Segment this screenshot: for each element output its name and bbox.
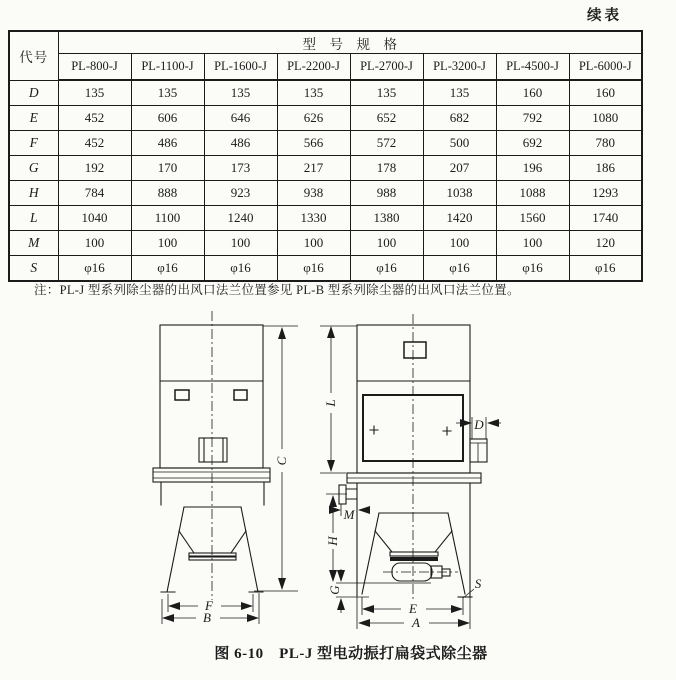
table-cell: 938 xyxy=(277,181,350,206)
table-cell: 486 xyxy=(204,131,277,156)
table-cell: 1080 xyxy=(569,106,642,131)
side-top-box xyxy=(404,342,426,358)
dim-label-C: C xyxy=(274,456,289,466)
table-cell: 682 xyxy=(423,106,496,131)
column-header: PL-800-J xyxy=(58,54,131,81)
table-cell: 135 xyxy=(277,80,350,106)
table-cell: 160 xyxy=(569,80,642,106)
table-cell: 652 xyxy=(350,106,423,131)
side-hopper xyxy=(375,531,452,552)
bolt-cross-marks xyxy=(370,426,451,435)
corner-header: 代号 xyxy=(9,31,58,80)
group-header: 型 号 规 格 xyxy=(58,31,642,54)
table-footnote: 注：PL-J 型系列除尘器的出风口法兰位置参见 PL-B 型系列除尘器的出风口法兰位置。 xyxy=(34,283,520,297)
table-cell: 100 xyxy=(58,231,131,256)
dim-label-L: L xyxy=(323,399,338,407)
column-header: PL-4500-J xyxy=(496,54,569,81)
inlet-nozzle xyxy=(339,485,346,504)
table-cell: 692 xyxy=(496,131,569,156)
table-cell: 572 xyxy=(350,131,423,156)
front-hopper xyxy=(179,531,246,553)
table-cell: 784 xyxy=(58,181,131,206)
outlet-stub xyxy=(470,439,487,462)
table-header-group-row xyxy=(9,31,642,54)
table-cell: 100 xyxy=(496,231,569,256)
table-cell: 217 xyxy=(277,156,350,181)
table-cell: φ16 xyxy=(350,256,423,282)
table-cell: 566 xyxy=(277,131,350,156)
figure-caption: 图 6-10 PL-J 型电动振打扁袋式除尘器 xyxy=(214,646,488,662)
table-cell: 1040 xyxy=(58,206,131,231)
row-code: E xyxy=(9,106,58,131)
table-row xyxy=(9,181,642,206)
table-row xyxy=(9,256,642,282)
table-cell: 135 xyxy=(204,80,277,106)
table-cell: 192 xyxy=(58,156,131,181)
table-cell: 100 xyxy=(131,231,204,256)
table-cell: 160 xyxy=(496,80,569,106)
table-cell: 100 xyxy=(277,231,350,256)
row-code: M xyxy=(9,231,58,256)
table-cell: 100 xyxy=(204,231,277,256)
table-cell: φ16 xyxy=(496,256,569,282)
row-code: S xyxy=(9,256,58,282)
table-cell: 196 xyxy=(496,156,569,181)
dim-label-H: H xyxy=(325,536,340,546)
table-cell: 923 xyxy=(204,181,277,206)
table-cell: 1560 xyxy=(496,206,569,231)
table-cell: φ16 xyxy=(58,256,131,282)
vibrator-motor xyxy=(383,563,458,581)
column-header: PL-3200-J xyxy=(423,54,496,81)
table-row xyxy=(9,231,642,256)
table-header-model-row xyxy=(9,54,642,81)
continued-table-label: 续表 xyxy=(587,8,622,24)
table-row xyxy=(9,106,642,131)
table-cell: 173 xyxy=(204,156,277,181)
column-header: PL-1100-J xyxy=(131,54,204,81)
table-cell: 1740 xyxy=(569,206,642,231)
dim-label-D: D xyxy=(474,417,484,432)
table-cell: 178 xyxy=(350,156,423,181)
table-cell: 135 xyxy=(58,80,131,106)
row-code: F xyxy=(9,131,58,156)
table-cell: 207 xyxy=(423,156,496,181)
spec-table xyxy=(8,30,643,282)
table-cell: 988 xyxy=(350,181,423,206)
dim-label-S: S xyxy=(474,576,482,591)
column-header: PL-1600-J xyxy=(204,54,277,81)
table-cell: 186 xyxy=(569,156,642,181)
table-cell: φ16 xyxy=(423,256,496,282)
table-cell: 1088 xyxy=(496,181,569,206)
table-cell: 170 xyxy=(131,156,204,181)
table-cell: φ16 xyxy=(277,256,350,282)
table-cell: 1293 xyxy=(569,181,642,206)
dim-label-E: E xyxy=(409,601,417,616)
table-cell: 452 xyxy=(58,131,131,156)
column-header: PL-2700-J xyxy=(350,54,423,81)
row-code: D xyxy=(9,80,58,106)
table-cell: 606 xyxy=(131,106,204,131)
table-cell: 1100 xyxy=(131,206,204,231)
front-support-skirt xyxy=(167,507,258,592)
table-row xyxy=(9,206,642,231)
table-cell: 120 xyxy=(569,231,642,256)
table-cell: 646 xyxy=(204,106,277,131)
table-cell: 626 xyxy=(277,106,350,131)
row-code: G xyxy=(9,156,58,181)
table-cell: 888 xyxy=(131,181,204,206)
table-cell: 486 xyxy=(131,131,204,156)
table-cell: 135 xyxy=(423,80,496,106)
table-cell: 135 xyxy=(131,80,204,106)
row-code: H xyxy=(9,181,58,206)
column-header: PL-6000-J xyxy=(569,54,642,81)
table-row xyxy=(9,80,642,106)
table-cell: 452 xyxy=(58,106,131,131)
front-view xyxy=(153,311,270,600)
front-flange xyxy=(153,468,270,482)
front-vent-right xyxy=(234,390,247,400)
side-view xyxy=(339,314,487,602)
dim-label-F: F xyxy=(205,598,213,613)
table-cell: φ16 xyxy=(131,256,204,282)
table-cell: 792 xyxy=(496,106,569,131)
row-code: L xyxy=(9,206,58,231)
table-row xyxy=(9,156,642,181)
side-support-skirt xyxy=(362,513,465,594)
table-cell: 780 xyxy=(569,131,642,156)
table-cell: φ16 xyxy=(204,256,277,282)
table-cell: 100 xyxy=(423,231,496,256)
table-cell: 1380 xyxy=(350,206,423,231)
table-row xyxy=(9,131,642,156)
dim-label-G: G xyxy=(327,585,342,595)
table-cell: 1038 xyxy=(423,181,496,206)
column-header: PL-2200-J xyxy=(277,54,350,81)
figure-drawing xyxy=(0,300,676,640)
table-cell: 100 xyxy=(350,231,423,256)
front-vent-left xyxy=(175,390,189,400)
dust-collector-diagram xyxy=(0,300,676,640)
dim-label-A: A xyxy=(412,615,420,630)
table-cell: 500 xyxy=(423,131,496,156)
table-cell: 1240 xyxy=(204,206,277,231)
table-cell: 1420 xyxy=(423,206,496,231)
dim-label-M: M xyxy=(343,507,355,522)
table-cell: φ16 xyxy=(569,256,642,282)
side-body xyxy=(357,325,470,473)
table-cell: 1330 xyxy=(277,206,350,231)
dim-label-B: B xyxy=(203,610,211,625)
table-cell: 135 xyxy=(350,80,423,106)
